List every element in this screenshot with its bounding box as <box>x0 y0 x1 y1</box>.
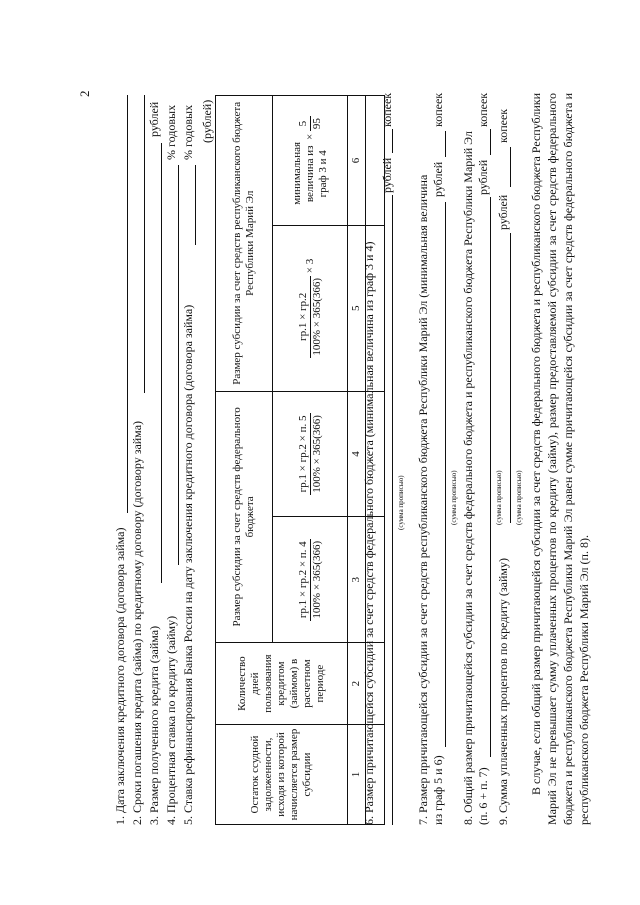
item-9-label: 9. Сумма уплаченных процентов по кредиту (займу) <box>496 558 510 825</box>
col-number-5: 5 <box>348 225 366 391</box>
header-republic-subsidy: Размер субсидии за счет средств республиканского бюджета Республики Марий Эл <box>216 96 273 392</box>
item-9-amount-blank[interactable] <box>510 233 511 523</box>
header-federal-subsidy: Размер субсидии за счет средств федерального бюджета <box>216 391 273 643</box>
field-5-label: 5. Ставка рефинансирования Банка России на дату заключения кредитного договора (договора займа) <box>181 304 195 825</box>
item-8-rub-unit: рублей <box>476 159 490 195</box>
formula-3-num: гр.1 × гр.2 × п. 4 <box>297 539 311 621</box>
formula-4-den: 100% × 365(366) <box>310 415 323 493</box>
item-6-kop-unit: копеек <box>380 92 394 127</box>
subsidy-table <box>215 95 385 825</box>
item-7-caption: (сумма прописью) <box>450 470 458 525</box>
item-9-caption: (сумма прописью) <box>515 470 523 525</box>
item-6-rub-unit: рублей <box>380 157 394 193</box>
item-6-kop-blank[interactable] <box>392 129 393 153</box>
item-8-kop-blank[interactable] <box>490 129 491 155</box>
field-2-label: 2. Сроки погашения кредита (займа) по кредитному договору (договору займа) <box>130 420 144 825</box>
formula-5-den: 100% × 365(366) <box>310 277 323 356</box>
field-3-unit: рублей <box>147 101 161 137</box>
col-number-3: 3 <box>348 517 366 643</box>
item-7-label-line-1: 7. Размер причитающейся субсидии за счет средств республиканского бюджета Республики Марий Эл (минимальная величина <box>416 174 430 825</box>
formula-6-text: минимальная величина из граф 3 и 4 <box>290 141 329 205</box>
col-number-1: 1 <box>348 725 366 825</box>
closing-paragraph: В случае, если общий размер причитающейся субсидии за счет средств федерального бюджета и республиканского бюджета Республики Марий Эл не превышает сумму уплаченных процентов по кредиту (займу), размер предоставляемой субсидии за счет средств федерального бюджета и республиканского бюджета Республики Марий Эл равен сумме причитающейся субсидии за счет средств федерального бюджета и республиканского бюджета Республики Марий Эл (п. 8). <box>529 92 591 825</box>
field-2-blank[interactable] <box>144 95 145 393</box>
item-8-amount-blank[interactable] <box>490 197 491 757</box>
header-debt-balance: Остаток ссудной задолженности, исходя из которой начисляется размер субсидии <box>216 725 348 825</box>
formula-6-mult: × <box>303 133 316 141</box>
item-9-rub-unit: рублей <box>496 194 510 230</box>
item-6-amount-blank[interactable] <box>392 195 393 825</box>
field-4-label: 4. Процентная ставка по кредиту (займу) <box>164 615 178 825</box>
field-5-blank[interactable] <box>195 165 196 245</box>
formula-6-num: 5 <box>297 116 311 131</box>
formula-col-6 <box>273 96 348 226</box>
field-5-unit: % годовых <box>181 104 195 160</box>
item-7-amount-blank[interactable] <box>445 202 446 747</box>
item-8-label-line-2: (п. 6 + п. 7) <box>476 767 490 825</box>
formula-col-5 <box>273 225 348 391</box>
item-7-kop-unit: копеек <box>431 92 445 127</box>
item-9-kop-unit: копеек <box>496 108 510 143</box>
item-7-rub-unit: рублей <box>431 161 445 197</box>
formula-6-den: 95 <box>310 118 323 130</box>
formula-col-3 <box>273 517 348 643</box>
item-7-kop-blank[interactable] <box>445 131 446 157</box>
col-number-2: 2 <box>348 643 366 725</box>
field-3-label: 3. Размер полученного кредита (займа) <box>147 625 161 825</box>
formula-5-num: гр.1 × гр.2 <box>297 276 311 358</box>
table-unit-label: (рублей) <box>200 99 214 143</box>
formula-col-4 <box>273 391 348 517</box>
item-6-label: 6. Размер причитающейся субсидии за счет средств федерального бюджета (минимальная величина из граф 3 и 4) <box>362 241 376 825</box>
item-8-label-line-1: 8. Общий размер причитающейся субсидии за счет средств федерального бюджета и республиканского бюджета Республики Марий Эл <box>461 131 475 825</box>
formula-3-den: 100% × 365(366) <box>310 540 323 619</box>
field-1-blank[interactable] <box>127 95 128 513</box>
item-6-caption: (сумма прописью) <box>397 475 405 530</box>
item-8-caption: (сумма прописью) <box>495 470 503 525</box>
item-9-kop-blank[interactable] <box>510 147 511 187</box>
item-8-kop-unit: копеек <box>476 92 490 127</box>
field-3-blank[interactable] <box>161 143 162 583</box>
field-4-blank[interactable] <box>178 165 179 565</box>
item-7-label-line-2: из граф 5 и 6) <box>431 755 445 825</box>
col-number-4: 4 <box>348 391 366 517</box>
col-number-6: 6 <box>348 96 366 226</box>
header-days: Количество дней пользования кредитом (займом) в расчетном периоде <box>216 643 348 725</box>
formula-5-mult: × 3 <box>303 258 316 274</box>
page-number: 2 <box>77 90 92 97</box>
formula-4-num: гр.1 × гр.2 × п. 5 <box>297 413 311 495</box>
field-1-label: 1. Дата заключения кредитного договора (договора займа) <box>113 527 127 825</box>
field-4-unit: % годовых <box>164 104 178 160</box>
